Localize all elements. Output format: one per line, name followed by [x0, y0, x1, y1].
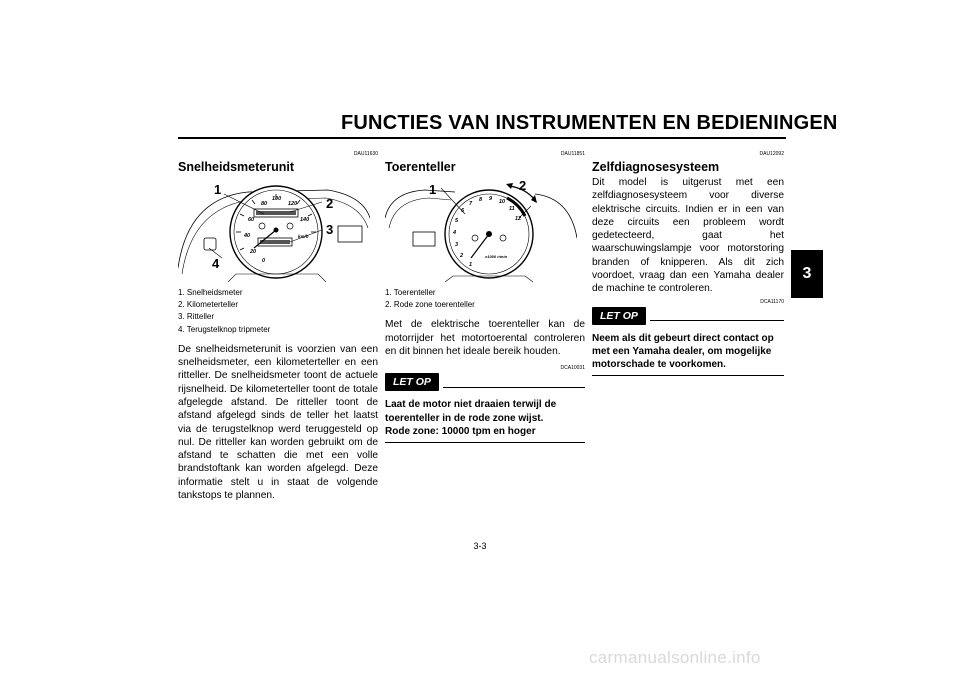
- notice-text: Neem als dit gebeurt direct contact op met een Yamaha dealer, om mogelijke motorschade te voorkomen.: [592, 332, 784, 377]
- section-heading: Snelheidsmeterunit: [178, 160, 294, 174]
- notice-box: [592, 298, 784, 377]
- callout-1: 1: [214, 182, 222, 197]
- section-speedometer-unit: [178, 150, 378, 502]
- caption-item: 1. Snelheidsmeter: [178, 288, 243, 297]
- body-paragraph: Dit model is uitgerust met een zelfdiagnosesysteem voor diverse elektrische circuits. Indien er in een van deze circuits een probleem wordt gedetecteerd, gaat het waarschuwingslampje voor motorstoring branden of knipperen. Als dit zich voordoet, vraag dan een Yamaha dealer de machine te controleren.: [592, 177, 784, 295]
- section-heading: Zelfdiagnosesysteem: [592, 160, 720, 174]
- dial-number: 3: [455, 242, 459, 248]
- caption-item: 4. Terugstelknop tripmeter: [178, 324, 271, 334]
- dial-number: 11: [509, 206, 515, 212]
- section-tachometer: [385, 150, 585, 443]
- callout-3: 3: [326, 222, 334, 237]
- notice-rule: [443, 387, 585, 388]
- dial-number: 140: [300, 217, 310, 223]
- dial-number: 9: [489, 196, 493, 202]
- dial-number: 2: [460, 253, 464, 259]
- notice-rule: [650, 320, 784, 321]
- doc-code: DAU11630: [353, 151, 378, 157]
- dial-number: 100: [272, 196, 282, 202]
- notice-code: DCA11170: [760, 298, 784, 305]
- callout-4: 4: [212, 256, 220, 271]
- dial-number: 60: [248, 217, 255, 223]
- notice-text: [385, 398, 585, 443]
- dial-number: 6: [461, 208, 465, 214]
- doc-code: DAU12092: [759, 151, 784, 157]
- speedometer-figure: [178, 178, 370, 282]
- chapter-tab[interactable]: 3: [791, 250, 823, 298]
- dial-number: 5: [455, 218, 459, 224]
- dial-number: 80: [261, 201, 268, 207]
- callout-1: 1: [429, 182, 437, 197]
- caption-item: 3. Ritteller: [178, 312, 215, 322]
- notice-code: DCA10031: [560, 365, 585, 372]
- dial-number: 7: [469, 201, 473, 207]
- caption-item: 2. Rode zone toerenteller: [385, 300, 475, 310]
- dial-number: 4: [453, 230, 457, 236]
- figure-captions: [178, 287, 378, 336]
- tachometer-figure: [385, 178, 577, 282]
- dial-unit: x1000 r/min: [485, 254, 508, 259]
- notice-header: [385, 372, 585, 392]
- header-rule: [178, 137, 786, 139]
- body-paragraph: Met de elektrische toerenteller kan de motorrijder het motortoerental controleren en dit binnen het ideale bereik houden.: [385, 319, 585, 357]
- doc-code: DAU11851: [560, 151, 585, 157]
- dial-unit: km/h: [298, 234, 309, 239]
- page-number: 3-3: [473, 541, 487, 551]
- speedometer-illustration: [178, 178, 370, 282]
- dial-number: 20: [250, 249, 257, 255]
- dial-number: 10: [499, 199, 506, 205]
- caption-item: 2. Kilometerteller: [178, 300, 239, 310]
- callout-2: 2: [326, 196, 334, 211]
- dial-number: 8: [479, 197, 483, 203]
- dial-number: 1: [469, 262, 473, 268]
- section-heading: Toerenteller: [385, 160, 456, 174]
- dial-number: 40: [244, 233, 251, 239]
- page-header-title: FUNCTIES VAN INSTRUMENTEN EN BEDIENINGEN: [341, 112, 838, 134]
- callout-2: 2: [519, 178, 527, 193]
- notice-box: [385, 364, 585, 443]
- notice-header: [592, 306, 784, 326]
- figure-captions: [385, 287, 585, 311]
- dial-number: 0: [262, 258, 266, 264]
- body-paragraph: De snelheidsmeterunit is voorzien van een snelheidsmeter, een kilometerteller en een ritteller. De snelheidsmeter toont de actuele rijsnelheid. De kilometerteller toont de totale afgelegde afstand. De ritteller toont de afstand afgelegd sinds de teller het laatst via de terugstelknop werd teruggesteld op nul. De ritteller kan worden gebruikt om de afstand te schatten die met een volle brandstoftank kan worden afgelegd. Deze informatie stelt u in staat de volgende tankstops te plannen.: [178, 343, 378, 502]
- notice-line: Rode zone: 10000 tpm en hoger: [385, 425, 536, 437]
- notice-line: Laat de motor niet draaien terwijl de toerenteller in de rode zone wijst.: [385, 399, 557, 424]
- notice-badge: LET OP: [385, 373, 439, 391]
- caption-item: 1. Toerenteller: [385, 288, 436, 297]
- watermark[interactable]: carmanualsonline.info: [589, 648, 761, 667]
- dial-number: 12: [515, 216, 522, 222]
- tachometer-illustration: [385, 178, 577, 282]
- section-self-diagnosis: [592, 150, 784, 376]
- notice-badge: LET OP: [592, 307, 646, 325]
- dial-number: 120: [288, 201, 298, 207]
